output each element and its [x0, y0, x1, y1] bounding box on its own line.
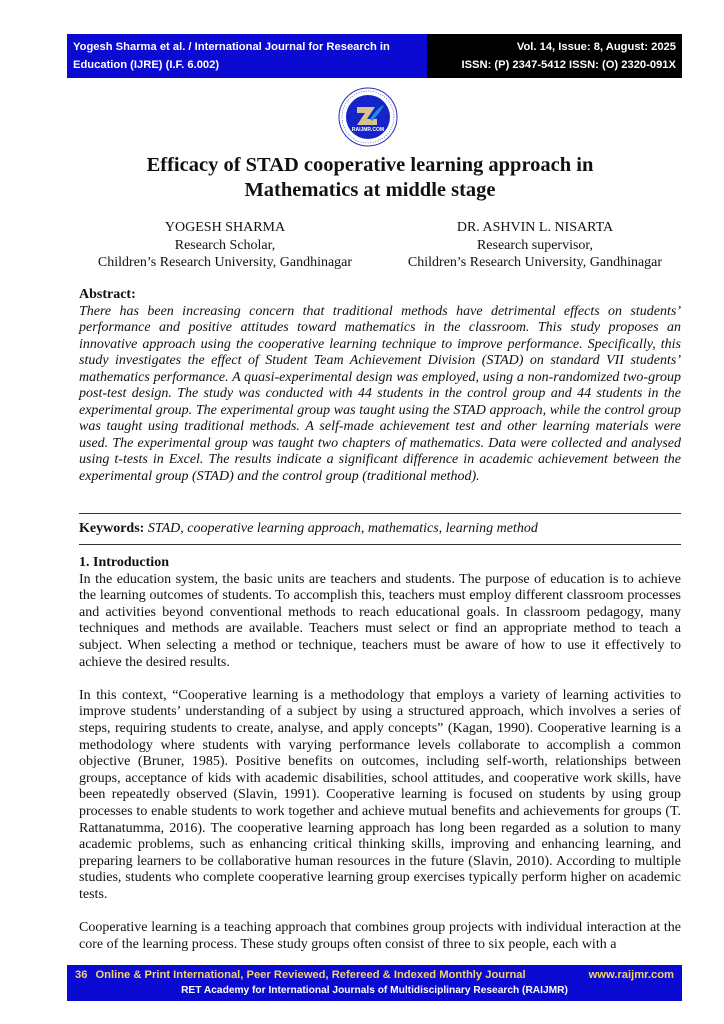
introduction-section — [79, 555, 681, 970]
abstract-text: There has been increasing concern that traditional methods have detrimental effects on students’ performance and positive attitudes toward mathematics in the classroom. This study proposes an innovative approach using the cooperative learning technique to improve performance. Specifically, this study investigates the effect of Student Team Achievement Division (STAD) on standard VII students’ mathematics performance. A quasi-experimental design was employed, using a non-randomized two-group post-test design. The study was conducted with 44 students in the control group and 44 students in the experimental group. The experimental group was taught using the STAD approach, while the control group was taught using traditional methods. A self-made achievement test and other learning materials were used. The experimental group was taught two chapters of mathematics. Data were collected and analysed using t-tests in Excel. The results indicate a significant difference in academic achievement between the experimental group (STAD) and the control group (traditional method). — [79, 303, 681, 484]
paper-title — [60, 153, 680, 203]
header-issn: ISSN: (P) 2347-5412 ISSN: (O) 2320-091X — [461, 59, 676, 71]
journal-header — [67, 34, 682, 78]
keywords-label: Keywords: — [79, 521, 145, 536]
introduction-heading: 1. Introduction — [79, 555, 169, 570]
journal-footer — [67, 965, 682, 1001]
footer-line1 — [67, 965, 682, 983]
author-name: YOGESH SHARMA — [164, 220, 286, 235]
abstract-label: Abstract: — [79, 287, 136, 302]
divider-bottom — [79, 544, 681, 545]
author-name: DR. ASHVIN L. NISARTA — [456, 220, 614, 235]
keywords-section — [79, 520, 681, 537]
introduction-paragraph-1: In the education system, the basic units are teachers and students. The purpose of education is to achieve the learning outcomes of students. To accomplish this, teachers must employ different classroom processes and activities beyond conventional methods to reach educational goals. In classroom pedagogy, many techniques and methods are available. Teachers must select or find an appropriate method to teach a subject. When selecting a method or technique, teachers must be aware of how to use it effectively to achieve the desired results. — [79, 571, 681, 670]
introduction-paragraph-2: In this context, “Cooperative learning is a methodology that employs a variety of learning activities to improve students’ understanding of a subject by using a structured approach, which involves a series of steps, requiring students to create, analyse, and apply concepts” (Kagan, 1990). Cooperative learning is a methodology where students with varying performance levels collaborate to accomplish a common objective (Bruner, 1985). Positive benefits on outcomes, including self-worth, relationships between groups, acceptance of kids with academic disabilities, school attitudes, and cooperative work skills, have been repeatedly observed (Slavin, 1991). Cooperative learning is focused on students by using group processes to enable students to work together and achieve mutual benefits and achievements for groups (T. Rattanatumma, 2016). The cooperative learning approach has long been regarded as a solution to many academic problems, such as enhancing critical thinking skills, improving and enhancing learning, and preparing learners to be collaborative human resources in the future (Slavin, 2010). According to multiple studies, students who complete cooperative learning group exercises typically perform higher on academic tests. — [79, 687, 681, 902]
header-citation-line2: Education (IJRE) (I.F. 6.002) — [73, 59, 220, 71]
header-citation — [67, 34, 427, 78]
author-role: Research Scholar, — [174, 237, 276, 253]
abstract-section — [79, 287, 681, 485]
introduction-paragraph-3: Cooperative learning is a teaching approach that combines group projects with individual interaction at the core of the learning process. These study groups often consist of three to six people, each with a — [79, 920, 681, 952]
footer-website-link[interactable]: www.raijmr.com — [588, 969, 674, 981]
author-affiliation: Children’s Research University, Gandhinagar — [407, 255, 663, 270]
paper-title-line2: Mathematics at middle stage — [244, 179, 496, 201]
footer-publisher: RET Academy for International Journals of Multidisciplinary Research (RAIJMR) — [181, 985, 568, 996]
author-affiliation: Children’s Research University, Gandhinagar — [97, 255, 353, 270]
svg-text:RAIJMR.COM: RAIJMR.COM — [351, 127, 385, 133]
divider-top — [79, 513, 681, 514]
header-issue-info — [427, 34, 682, 78]
author-1 — [70, 219, 380, 272]
author-role: Research supervisor, — [476, 237, 594, 253]
author-2 — [380, 219, 690, 272]
keywords-value: STAD, cooperative learning approach, mathematics, learning method — [147, 521, 538, 536]
header-volume-issue: Vol. 14, Issue: 8, August: 2025 — [516, 41, 676, 53]
paper-title-line1: Efficacy of STAD cooperative learning approach in — [146, 154, 594, 176]
footer-journal-description: Online & Print International, Peer Reviewed, Refereed & Indexed Monthly Journal — [95, 969, 526, 981]
raijmr-seal-icon — [338, 87, 398, 147]
page-number: 36 — [75, 969, 88, 981]
author-block — [70, 219, 690, 272]
header-citation-line1: Yogesh Sharma et al. / International Journal for Research in — [73, 41, 390, 53]
